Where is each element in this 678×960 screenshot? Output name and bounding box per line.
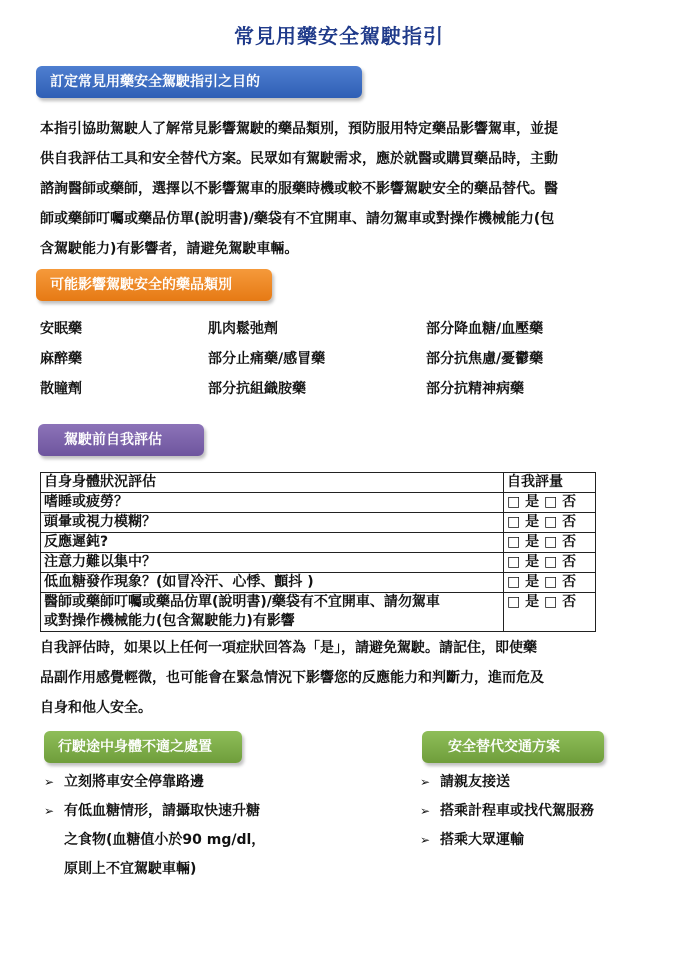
drug-item: 部分止痛藥/感冒藥 <box>208 351 326 367</box>
arrow-bullet-icon: ➢ <box>420 804 431 818</box>
condition-line: 醫師或藥師叮囑或藥品仿單(說明書)/藥袋有不宜開車、請勿駕車 <box>44 594 440 610</box>
list-item <box>44 768 324 797</box>
alternatives-heading: 安全替代交通方案 <box>422 731 604 763</box>
arrow-bullet-icon: ➢ <box>44 804 55 818</box>
yes-no-checkbox[interactable]: □ 是 □ 否 <box>504 553 596 573</box>
yes-no-checkbox[interactable]: □ 是 □ 否 <box>504 513 596 533</box>
note-line: 品副作用感覺輕微，也可能會在緊急情況下影響您的反應能力和判斷力，進而危及 <box>40 670 544 686</box>
header-self-rating: 自我評量 <box>504 473 596 493</box>
list-item-text: 原則上不宜駕駛車輛) <box>64 861 197 877</box>
drug-column-3 <box>426 314 543 404</box>
condition-cell: 注意力難以集中？ <box>41 553 504 573</box>
drug-item: 安眠藥 <box>40 321 82 337</box>
condition-cell <box>41 593 504 632</box>
purpose-line: 含駕駛能力)有影響者，請避免駕駛車輛。 <box>40 241 299 257</box>
table-row <box>41 593 596 632</box>
yes-no-checkbox[interactable]: □ 是 □ 否 <box>504 493 596 513</box>
purpose-line: 諮詢醫師或藥師，選擇以不影響駕車的服藥時機或較不影響駕駛安全的藥品替代。醫 <box>40 181 558 197</box>
drug-item: 散瞳劑 <box>40 381 82 397</box>
condition-cell: 低血糖發作現象？(如冒冷汗、心悸、顫抖 ) <box>41 573 504 593</box>
purpose-paragraph <box>40 114 640 264</box>
drug-item: 麻醉藥 <box>40 351 82 367</box>
yes-no-checkbox[interactable]: □ 是 □ 否 <box>504 573 596 593</box>
drug-column-2 <box>208 314 325 404</box>
discomfort-heading: 行駛途中身體不適之處置 <box>44 731 242 763</box>
condition-cell: 反應遲鈍? <box>41 533 504 553</box>
drugs-heading: 可能影響駕駛安全的藥品類別 <box>36 269 272 301</box>
table-row <box>41 513 596 533</box>
header-condition: 自身身體狀況評估 <box>41 473 504 493</box>
drug-item: 肌肉鬆弛劑 <box>208 321 278 337</box>
list-item-text: 有低血糖情形，請攝取快速升糖 <box>64 803 260 819</box>
arrow-bullet-icon: ➢ <box>44 775 55 789</box>
note-line: 自我評估時，如果以上任何一項症狀回答為「是」，請避免駕駛。請記住，即使藥 <box>40 640 537 656</box>
alternatives-list <box>420 768 650 855</box>
yes-no-checkbox[interactable]: □ 是 □ 否 <box>504 533 596 553</box>
drug-column-1 <box>40 314 82 404</box>
list-item-text: 立刻將車安全停靠路邊 <box>64 774 204 790</box>
list-item-continued <box>44 855 324 884</box>
table-header-row <box>41 473 596 493</box>
page-title: 常見用藥安全駕駛指引 <box>234 24 444 48</box>
condition-cell: 頭暈或視力模糊？ <box>41 513 504 533</box>
table-row <box>41 573 596 593</box>
discomfort-list <box>44 768 324 884</box>
drug-item: 部分降血糖/血壓藥 <box>426 321 544 337</box>
purpose-line: 師或藥師叮囑或藥品仿單(說明書)/藥袋有不宜開車、請勿駕車或對操作機械能力(包 <box>40 211 555 227</box>
assessment-heading: 駕駛前自我評估 <box>38 424 204 456</box>
list-item <box>44 797 324 826</box>
list-item <box>420 768 650 797</box>
arrow-bullet-icon: ➢ <box>420 833 431 847</box>
list-item-text: 請親友接送 <box>440 774 510 790</box>
purpose-line: 供自我評估工具和安全替代方案。民眾如有駕駛需求，應於就醫或購買藥品時，主動 <box>40 151 558 167</box>
list-item-text: 之食物(血糖值小於90 mg/dl， <box>64 832 266 848</box>
yes-no-checkbox[interactable]: □ 是 □ 否 <box>504 593 596 632</box>
table-row <box>41 493 596 513</box>
condition-line: 或對操作機械能力(包含駕駛能力)有影響 <box>44 613 295 629</box>
drug-item: 部分抗焦慮/憂鬱藥 <box>426 351 544 367</box>
list-item-text: 搭乘大眾運輸 <box>440 832 524 848</box>
list-item-continued <box>44 826 324 855</box>
list-item <box>420 826 650 855</box>
list-item-text: 搭乘計程車或找代駕服務 <box>440 803 594 819</box>
condition-cell: 嗜睡或疲勞？ <box>41 493 504 513</box>
arrow-bullet-icon: ➢ <box>420 775 431 789</box>
list-item <box>420 797 650 826</box>
purpose-heading: 訂定常見用藥安全駕駛指引之目的 <box>36 66 362 98</box>
table-row <box>41 533 596 553</box>
note-line: 自身和他人安全。 <box>40 700 152 716</box>
assessment-table <box>40 472 596 632</box>
drug-item: 部分抗精神病藥 <box>426 381 524 397</box>
assessment-note <box>40 633 630 723</box>
table-row <box>41 553 596 573</box>
drug-item: 部分抗組織胺藥 <box>208 381 306 397</box>
purpose-line: 本指引協助駕駛人了解常見影響駕駛的藥品類別，預防服用特定藥品影響駕車，並提 <box>40 121 558 137</box>
